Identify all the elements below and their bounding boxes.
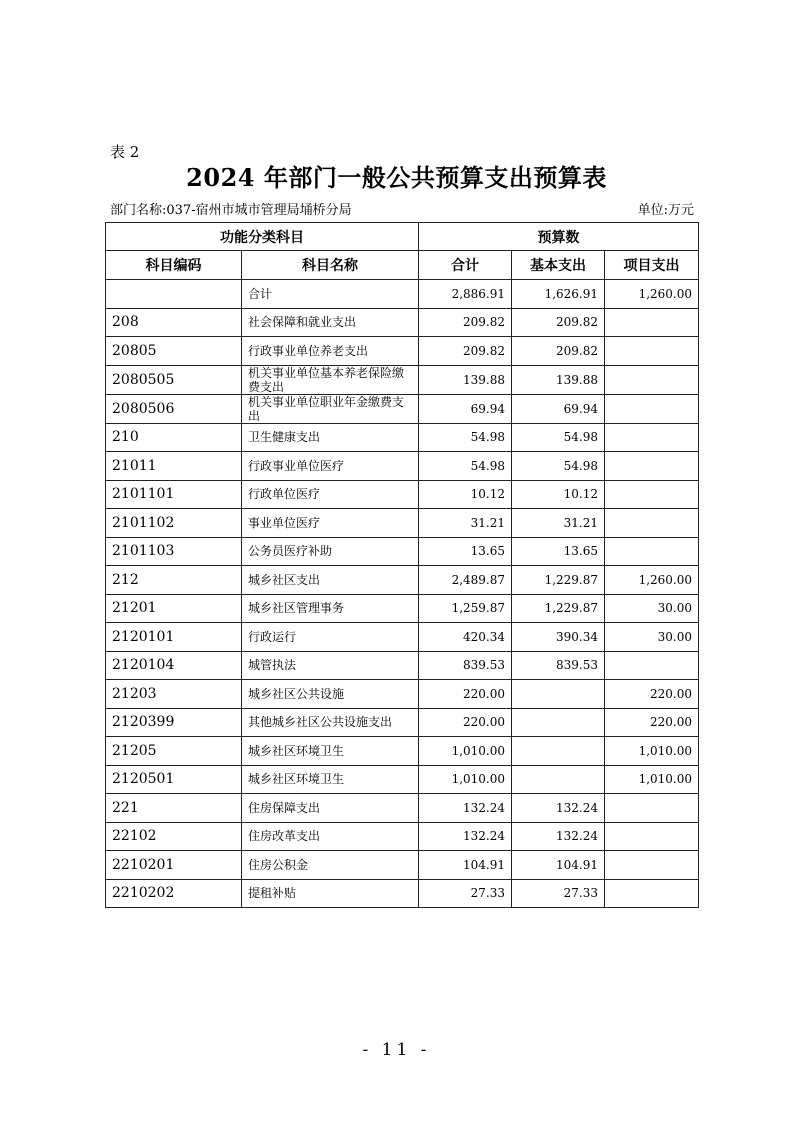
cell-total: 420.34 [419, 623, 512, 652]
cell-code [106, 280, 242, 309]
cell-project [605, 851, 699, 880]
cell-basic: 132.24 [512, 822, 605, 851]
cell-total: 1,010.00 [419, 765, 512, 794]
cell-project [605, 337, 699, 366]
cell-name: 机关事业单位基本养老保险缴费支出 [242, 365, 419, 394]
cell-code: 22102 [106, 822, 242, 851]
cell-basic: 104.91 [512, 851, 605, 880]
cell-project: 1,010.00 [605, 765, 699, 794]
cell-name: 机关事业单位职业年金缴费支出 [242, 394, 419, 423]
cell-name: 社会保障和就业支出 [242, 308, 419, 337]
cell-code: 208 [106, 308, 242, 337]
cell-total: 132.24 [419, 822, 512, 851]
cell-total: 1,010.00 [419, 737, 512, 766]
cell-name: 城乡社区环境卫生 [242, 765, 419, 794]
cell-name: 住房公积金 [242, 851, 419, 880]
cell-project [605, 822, 699, 851]
table-row [106, 365, 699, 394]
cell-name: 合计 [242, 280, 419, 309]
cell-project [605, 509, 699, 538]
table-row [106, 566, 699, 595]
cell-basic [512, 708, 605, 737]
cell-project [605, 365, 699, 394]
department-name: 部门名称:037-宿州市城市管理局埇桥分局 [110, 203, 352, 218]
table-row [106, 794, 699, 823]
cell-project [605, 480, 699, 509]
group-header-function: 功能分类科目 [106, 223, 419, 251]
cell-total: 220.00 [419, 680, 512, 709]
group-header-budget: 预算数 [419, 223, 699, 251]
cell-code: 221 [106, 794, 242, 823]
cell-code: 2120104 [106, 651, 242, 680]
column-header-code: 科目编码 [106, 251, 242, 280]
cell-name: 行政事业单位医疗 [242, 452, 419, 481]
cell-total: 1,259.87 [419, 594, 512, 623]
cell-project: 1,010.00 [605, 737, 699, 766]
cell-total: 839.53 [419, 651, 512, 680]
cell-name: 住房改革支出 [242, 822, 419, 851]
cell-code: 2210202 [106, 879, 242, 908]
table-row [106, 651, 699, 680]
cell-basic: 1,229.87 [512, 594, 605, 623]
cell-total: 220.00 [419, 708, 512, 737]
cell-basic: 69.94 [512, 394, 605, 423]
cell-total: 104.91 [419, 851, 512, 880]
cell-total: 54.98 [419, 452, 512, 481]
table-row [106, 280, 699, 309]
cell-project [605, 394, 699, 423]
cell-name: 事业单位医疗 [242, 509, 419, 538]
cell-project [605, 879, 699, 908]
table-row [106, 452, 699, 481]
cell-name: 其他城乡社区公共设施支出 [242, 708, 419, 737]
meta-row [110, 199, 694, 218]
table-row [106, 680, 699, 709]
table-row [106, 423, 699, 452]
unit-label: 单位:万元 [637, 203, 694, 218]
cell-total: 209.82 [419, 337, 512, 366]
cell-basic [512, 680, 605, 709]
cell-project [605, 794, 699, 823]
table-row [106, 737, 699, 766]
cell-code: 2120399 [106, 708, 242, 737]
cell-basic: 139.88 [512, 365, 605, 394]
cell-code: 210 [106, 423, 242, 452]
cell-basic: 209.82 [512, 337, 605, 366]
column-header-basic: 基本支出 [512, 251, 605, 280]
cell-basic: 27.33 [512, 879, 605, 908]
cell-name: 城乡社区公共设施 [242, 680, 419, 709]
cell-name: 城乡社区管理事务 [242, 594, 419, 623]
table-row [106, 765, 699, 794]
table-label: 表 2 [110, 143, 140, 161]
cell-total: 31.21 [419, 509, 512, 538]
cell-basic: 54.98 [512, 452, 605, 481]
table-body [106, 280, 699, 908]
cell-basic [512, 765, 605, 794]
cell-project: 30.00 [605, 594, 699, 623]
cell-basic: 390.34 [512, 623, 605, 652]
table-row [106, 394, 699, 423]
cell-basic: 13.65 [512, 537, 605, 566]
cell-code: 2210201 [106, 851, 242, 880]
cell-project [605, 537, 699, 566]
cell-basic: 10.12 [512, 480, 605, 509]
cell-basic: 839.53 [512, 651, 605, 680]
cell-total: 13.65 [419, 537, 512, 566]
cell-name: 城乡社区环境卫生 [242, 737, 419, 766]
cell-basic: 1,229.87 [512, 566, 605, 595]
cell-code: 21205 [106, 737, 242, 766]
group-header-row [106, 223, 699, 251]
cell-project [605, 452, 699, 481]
table-row [106, 480, 699, 509]
cell-project: 30.00 [605, 623, 699, 652]
cell-code: 21011 [106, 452, 242, 481]
column-header-name: 科目名称 [242, 251, 419, 280]
table-row [106, 623, 699, 652]
cell-code: 2101101 [106, 480, 242, 509]
cell-basic: 54.98 [512, 423, 605, 452]
table-row [106, 509, 699, 538]
page-number: - 11 - [362, 1040, 431, 1060]
cell-total: 10.12 [419, 480, 512, 509]
cell-code: 212 [106, 566, 242, 595]
cell-name: 行政事业单位养老支出 [242, 337, 419, 366]
cell-name: 卫生健康支出 [242, 423, 419, 452]
cell-code: 20805 [106, 337, 242, 366]
cell-project [605, 308, 699, 337]
cell-total: 209.82 [419, 308, 512, 337]
cell-name: 行政单位医疗 [242, 480, 419, 509]
cell-total: 2,886.91 [419, 280, 512, 309]
cell-project [605, 423, 699, 452]
cell-total: 54.98 [419, 423, 512, 452]
cell-code: 2120101 [106, 623, 242, 652]
cell-code: 2101103 [106, 537, 242, 566]
cell-code: 2080506 [106, 394, 242, 423]
table-row [106, 822, 699, 851]
cell-project: 1,260.00 [605, 280, 699, 309]
cell-name: 住房保障支出 [242, 794, 419, 823]
cell-basic [512, 737, 605, 766]
cell-code: 2080505 [106, 365, 242, 394]
cell-code: 2101102 [106, 509, 242, 538]
cell-basic: 132.24 [512, 794, 605, 823]
cell-total: 27.33 [419, 879, 512, 908]
table-row [106, 308, 699, 337]
cell-total: 139.88 [419, 365, 512, 394]
cell-code: 21203 [106, 680, 242, 709]
table-row [106, 594, 699, 623]
cell-basic: 1,626.91 [512, 280, 605, 309]
cell-name: 行政运行 [242, 623, 419, 652]
cell-project: 220.00 [605, 708, 699, 737]
cell-name: 城乡社区支出 [242, 566, 419, 595]
table-row [106, 537, 699, 566]
cell-code: 21201 [106, 594, 242, 623]
cell-name: 城管执法 [242, 651, 419, 680]
cell-basic: 31.21 [512, 509, 605, 538]
column-header-project: 项目支出 [605, 251, 699, 280]
column-header-row [106, 251, 699, 280]
table-row [106, 851, 699, 880]
table-row [106, 337, 699, 366]
cell-total: 2,489.87 [419, 566, 512, 595]
column-header-total: 合计 [419, 251, 512, 280]
cell-code: 2120501 [106, 765, 242, 794]
table-row [106, 708, 699, 737]
cell-project [605, 651, 699, 680]
table-row [106, 879, 699, 908]
cell-total: 132.24 [419, 794, 512, 823]
cell-project: 220.00 [605, 680, 699, 709]
cell-total: 69.94 [419, 394, 512, 423]
cell-project: 1,260.00 [605, 566, 699, 595]
cell-name: 公务员医疗补助 [242, 537, 419, 566]
page-title: 2024 年部门一般公共预算支出预算表 [186, 163, 607, 192]
budget-table [105, 222, 699, 908]
cell-basic: 209.82 [512, 308, 605, 337]
cell-name: 提租补贴 [242, 879, 419, 908]
